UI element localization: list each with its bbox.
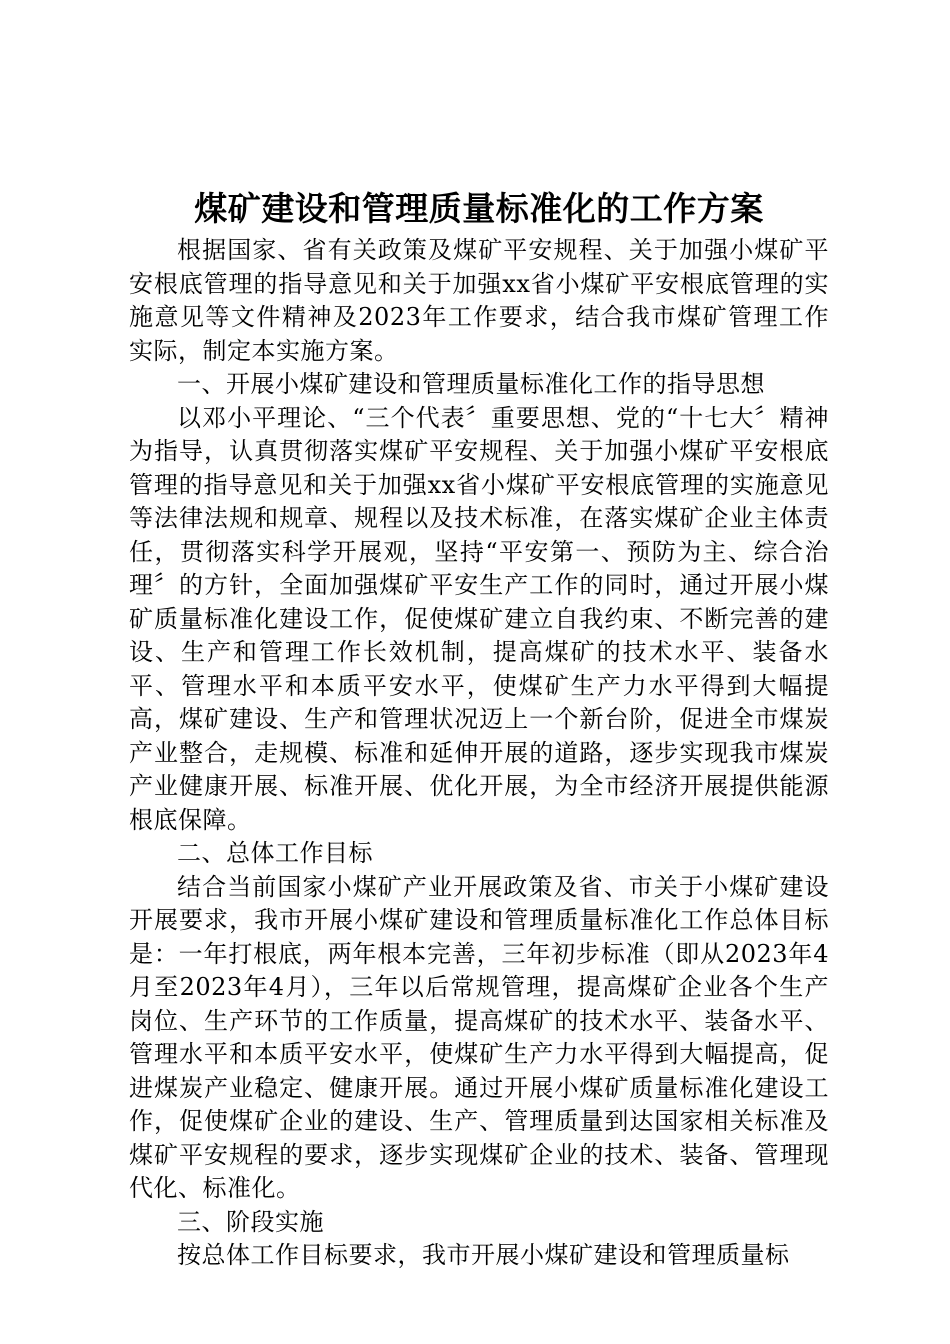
document-page (129, 186, 829, 1273)
section-body-phased-implementation: 按总体工作目标要求，我市开展小煤矿建设和管理质量标 (177, 1241, 790, 1269)
section-body-overall-goals: 结合当前国家小煤矿产业开展政策及省、市关于小煤矿建设开展要求，我市开展小煤矿建设和管理质量标准化工作总体目标是：一年打根底，两年根本完善，三年初步标准（即从2023年4月至2023年4月），三年以后常规管理，提高煤矿企业各个生产岗位、生产环节的工作质量，提高煤矿的技术水平、装备水平、管理水平和本质平安水平，使煤矿生产力水平得到大幅提高，促进煤炭产业稳定、健康开展。通过开展小煤矿质量标准化建设工作，促使煤矿企业的建设、生产、管理质量到达国家相关标准及煤矿平安规程的要求，逐步实现煤矿企业的技术、装备、管理现代化、标准化。 (129, 872, 829, 1202)
section-heading-guiding-ideology: 一、开展小煤矿建设和管理质量标准化工作的指导思想 (177, 370, 765, 398)
section-heading-phased-implementation: 三、阶段实施 (177, 1207, 324, 1236)
document-title: 煤矿建设和管理质量标准化的工作方案 (194, 189, 764, 228)
intro-paragraph: 根据国家、省有关政策及煤矿平安规程、关于加强小煤矿平安根底管理的指导意见和关于加强xx省小煤矿平安根底管理的实施意见等文件精神及2023年工作要求，结合我市煤矿管理工作实际，制定本实施方案。 (129, 236, 829, 365)
section-heading-overall-goals: 二、总体工作目标 (177, 839, 373, 867)
section-body-guiding-ideology: 以邓小平理论、“三个代表〞重要思想、党的“十七大〞精神为指导，认真贯彻落实煤矿平安规程、关于加强小煤矿平安根底管理的指导意见和关于加强xx省小煤矿平安根底管理的实施意见等法律法规和规章、规程以及技术标准，在落实煤矿企业主体责任，贯彻落实科学开展观，坚持“平安第一、预防为主、综合治理〞的方针，全面加强煤矿平安生产工作的同时，通过开展小煤矿质量标准化建设工作，促使煤矿建立自我约束、不断完善的建设、生产和管理工作长效机制，提高煤矿的技术水平、装备水平、管理水平和本质平安水平，使煤矿生产力水平得到大幅提高，煤矿建设、生产和管理状况迈上一个新台阶，促进全市煤炭产业整合，走规模、标准和延伸开展的道路，逐步实现我市煤炭产业健康开展、标准开展、优化开展，为全市经济开展提供能源根底保障。 (129, 403, 829, 834)
